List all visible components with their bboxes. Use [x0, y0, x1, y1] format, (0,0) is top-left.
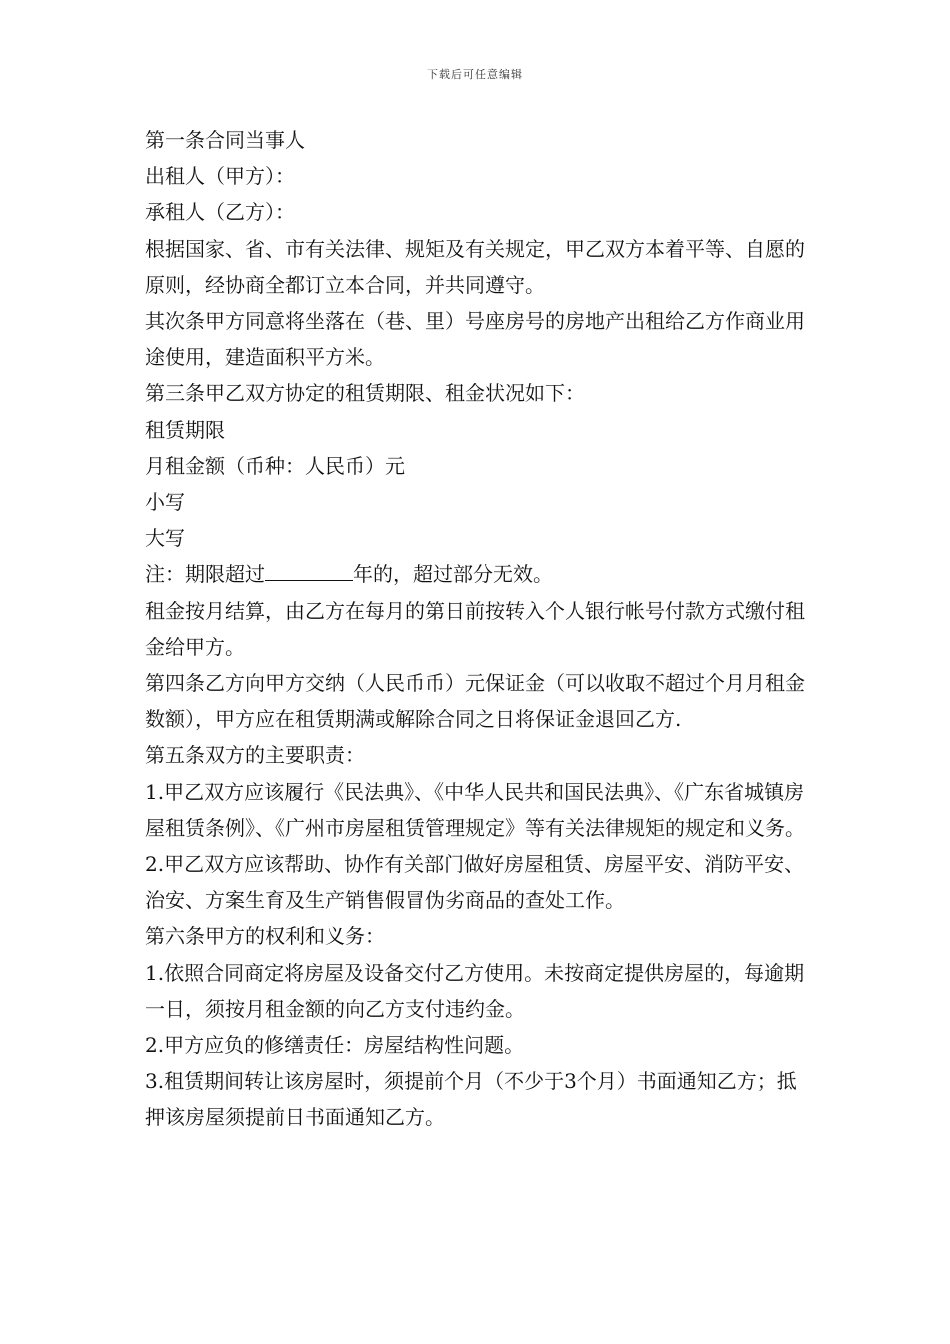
- paragraph: 3.租赁期间转让该房屋时，须提前个月（不少于3个月）书面通知乙方；抵押该房屋须提前日书面通知乙方。: [145, 1069, 797, 1130]
- note-suffix: 年的，超过部分无效。: [353, 562, 553, 587]
- note-line: [145, 556, 813, 592]
- paragraph: 1.甲乙双方应该履行《民法典》、《中华人民共和国民法典》、《广东省城镇房屋租赁条例》、《广州市房屋租赁管理规定》等有关法律规矩的规定和义务。: [145, 779, 805, 840]
- contract-body: [145, 122, 813, 1136]
- paragraph: 承租人（乙方）：: [145, 200, 295, 225]
- paragraph: 第一条合同当事人: [145, 128, 305, 152]
- paragraph: 第三条甲乙双方协定的租赁期限、租金状况如下：: [145, 381, 585, 406]
- paragraph: 第六条甲方的权利和义务：: [145, 924, 385, 949]
- paragraph: 2.甲方应负的修缮责任：房屋结构性问题。: [145, 1033, 525, 1058]
- fill-in-blank: [265, 562, 353, 581]
- paragraph: 第四条乙方向甲方交纳（人民币币）元保证金（可以收取不超过个月月租金数额），甲方应在租赁期满或解除合同之日将保证金退回乙方.: [145, 671, 805, 732]
- paragraph: 2.甲乙双方应该帮助、协作有关部门做好房屋租赁、房屋平安、消防平安、治安、方案生育及生产销售假冒伪劣商品的查处工作。: [145, 852, 805, 913]
- paragraph: 大写: [145, 526, 185, 551]
- paragraph: 租金按月结算，由乙方在每月的第日前按转入个人银行帐号付款方式缴付租金给甲方。: [145, 598, 805, 659]
- paragraph: 1.依照合同商定将房屋及设备交付乙方使用。未按商定提供房屋的，每逾期一日，须按月租金额的向乙方支付违约金。: [145, 960, 805, 1021]
- paragraph: 第五条双方的主要职责：: [145, 743, 365, 768]
- paragraph: 月租金额（币种：人民币）元: [145, 453, 405, 478]
- paragraph: 租赁期限: [145, 417, 225, 442]
- note-prefix: 注：期限超过: [145, 562, 265, 587]
- paragraph: 出租人（甲方）：: [145, 164, 295, 189]
- paragraph: 小写: [145, 490, 185, 515]
- paragraph: 其次条甲方同意将坐落在（巷、里）号座房号的房地产出租给乙方作商业用途使用，建造面积平方米。: [145, 309, 805, 370]
- paragraph: 根据国家、省、市有关法律、规矩及有关规定，甲乙双方本着平等、自愿的原则，经协商全都订立本合同，并共同遵守。: [145, 236, 805, 297]
- page-header-note: 下载后可任意编辑: [427, 68, 523, 81]
